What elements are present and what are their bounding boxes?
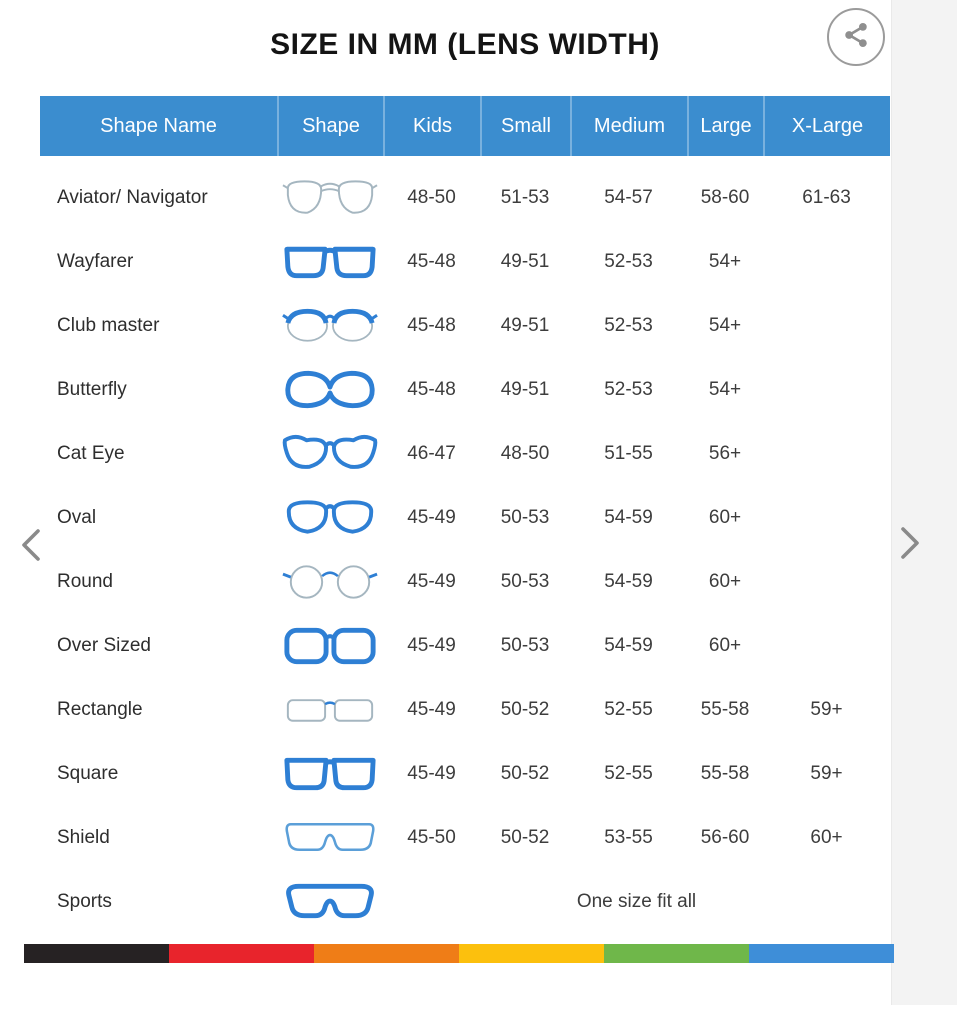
table-row bbox=[40, 166, 890, 230]
table-row bbox=[40, 294, 890, 358]
one-size-cell: One size fit all bbox=[576, 891, 697, 912]
color-bar-segment bbox=[24, 944, 169, 963]
color-bar-segment bbox=[604, 944, 749, 963]
shape-name-cell: Over Sized bbox=[57, 635, 151, 656]
size-value-cell: 53-55 bbox=[604, 827, 653, 848]
size-value-cell: 45-49 bbox=[407, 507, 456, 528]
size-value-cell: 54+ bbox=[708, 315, 742, 336]
size-value-cell: 50-52 bbox=[500, 827, 550, 848]
table-row bbox=[40, 678, 890, 742]
oval-glasses-icon bbox=[277, 495, 383, 541]
table-row bbox=[40, 870, 890, 934]
shape-name-cell: Sports bbox=[57, 891, 112, 912]
size-value-cell: 60+ bbox=[708, 571, 742, 592]
chevron-right-icon bbox=[893, 552, 927, 569]
shape-name-cell: Wayfarer bbox=[57, 251, 134, 272]
size-value-cell: 54+ bbox=[708, 379, 742, 400]
rectangle-glasses-icon bbox=[277, 687, 383, 733]
table-row bbox=[40, 230, 890, 294]
table-row bbox=[40, 806, 890, 870]
size-value-cell: 59+ bbox=[810, 763, 843, 784]
size-value-cell: 45-48 bbox=[407, 315, 456, 336]
shape-name-cell: Square bbox=[57, 763, 119, 784]
page-title: SIZE IN MM (LENS WIDTH) bbox=[270, 28, 660, 61]
shape-name-cell: Round bbox=[57, 571, 113, 592]
color-bar-segment bbox=[749, 944, 894, 963]
size-value-cell: 50-53 bbox=[500, 635, 550, 656]
size-value-cell: 54-59 bbox=[604, 507, 653, 528]
size-value-cell: 49-51 bbox=[500, 315, 550, 336]
size-value-cell: 54-57 bbox=[604, 187, 653, 208]
oversized-glasses-icon bbox=[277, 623, 383, 669]
size-table-body bbox=[40, 166, 890, 934]
size-value-cell: 52-55 bbox=[604, 699, 653, 720]
size-value-cell: 45-49 bbox=[407, 763, 456, 784]
shape-name-cell: Butterfly bbox=[57, 379, 127, 400]
wayfarer-glasses-icon bbox=[277, 239, 383, 285]
color-bar-segment bbox=[459, 944, 604, 963]
size-value-cell: 45-50 bbox=[407, 827, 456, 848]
color-bar-segment bbox=[169, 944, 314, 963]
shape-name-cell: Oval bbox=[57, 507, 97, 528]
size-value-cell: 52-53 bbox=[604, 251, 653, 272]
column-header-medium: Medium bbox=[570, 96, 687, 156]
column-header-shape: Shape bbox=[277, 96, 383, 156]
round-glasses-icon bbox=[277, 559, 383, 605]
shape-name-cell: Rectangle bbox=[57, 699, 143, 720]
square-glasses-icon bbox=[277, 751, 383, 797]
size-value-cell: 45-49 bbox=[407, 635, 456, 656]
sports-glasses-icon bbox=[277, 879, 383, 925]
table-row bbox=[40, 486, 890, 550]
column-header-shape-name: Shape Name bbox=[100, 114, 217, 137]
shield-glasses-icon bbox=[277, 815, 383, 861]
size-value-cell: 54+ bbox=[708, 251, 742, 272]
column-header-small: Small bbox=[480, 96, 570, 156]
size-value-cell: 45-48 bbox=[407, 379, 456, 400]
table-row bbox=[40, 742, 890, 806]
size-value-cell: 54-59 bbox=[604, 635, 653, 656]
color-bar-segment bbox=[314, 944, 459, 963]
size-value-cell: 45-49 bbox=[407, 571, 456, 592]
size-value-cell: 45-49 bbox=[407, 699, 456, 720]
size-value-cell: 55-58 bbox=[700, 699, 750, 720]
size-value-cell: 50-52 bbox=[500, 763, 550, 784]
table-row bbox=[40, 614, 890, 678]
size-value-cell: 50-53 bbox=[500, 507, 550, 528]
butterfly-glasses-icon bbox=[277, 367, 383, 413]
size-value-cell: 59+ bbox=[810, 699, 843, 720]
column-header-large: Large bbox=[687, 96, 763, 156]
share-button[interactable] bbox=[827, 8, 885, 66]
size-value-cell: 52-55 bbox=[604, 763, 653, 784]
table-row bbox=[40, 358, 890, 422]
size-value-cell: 49-51 bbox=[500, 251, 550, 272]
table-row bbox=[40, 550, 890, 614]
size-value-cell: 56+ bbox=[708, 443, 742, 464]
shape-name-cell: Aviator/ Navigator bbox=[57, 187, 208, 208]
size-value-cell: 51-55 bbox=[604, 443, 653, 464]
size-value-cell: 45-48 bbox=[407, 251, 456, 272]
carousel-next-button[interactable] bbox=[893, 521, 927, 565]
aviator-glasses-icon bbox=[277, 175, 383, 221]
size-value-cell: 51-53 bbox=[500, 187, 550, 208]
size-value-cell: 50-52 bbox=[500, 699, 550, 720]
size-value-cell: 48-50 bbox=[500, 443, 550, 464]
page-right-gutter bbox=[891, 0, 957, 1005]
size-value-cell: 48-50 bbox=[407, 187, 456, 208]
size-value-cell: 50-53 bbox=[500, 571, 550, 592]
size-value-cell: 54-59 bbox=[604, 571, 653, 592]
cateye-glasses-icon bbox=[277, 431, 383, 477]
column-header-kids: Kids bbox=[383, 96, 480, 156]
table-row bbox=[40, 422, 890, 486]
size-value-cell: 52-53 bbox=[604, 315, 653, 336]
shape-name-cell: Club master bbox=[57, 315, 160, 336]
size-value-cell: 61-63 bbox=[802, 187, 851, 208]
size-value-cell: 60+ bbox=[708, 635, 742, 656]
size-table-header bbox=[40, 96, 890, 156]
column-header-x-large: X-Large bbox=[763, 96, 890, 156]
shape-name-cell: Cat Eye bbox=[57, 443, 125, 464]
size-value-cell: 55-58 bbox=[700, 763, 750, 784]
shape-name-cell: Shield bbox=[57, 827, 110, 848]
size-value-cell: 52-53 bbox=[604, 379, 653, 400]
size-value-cell: 60+ bbox=[708, 507, 742, 528]
share-icon bbox=[841, 20, 871, 55]
size-value-cell: 46-47 bbox=[407, 443, 456, 464]
size-table bbox=[40, 96, 890, 934]
clubmaster-glasses-icon bbox=[277, 303, 383, 349]
size-value-cell: 60+ bbox=[810, 827, 843, 848]
size-value-cell: 58-60 bbox=[700, 187, 750, 208]
size-value-cell: 56-60 bbox=[700, 827, 750, 848]
size-value-cell: 49-51 bbox=[500, 379, 550, 400]
brand-color-bar bbox=[24, 944, 894, 963]
